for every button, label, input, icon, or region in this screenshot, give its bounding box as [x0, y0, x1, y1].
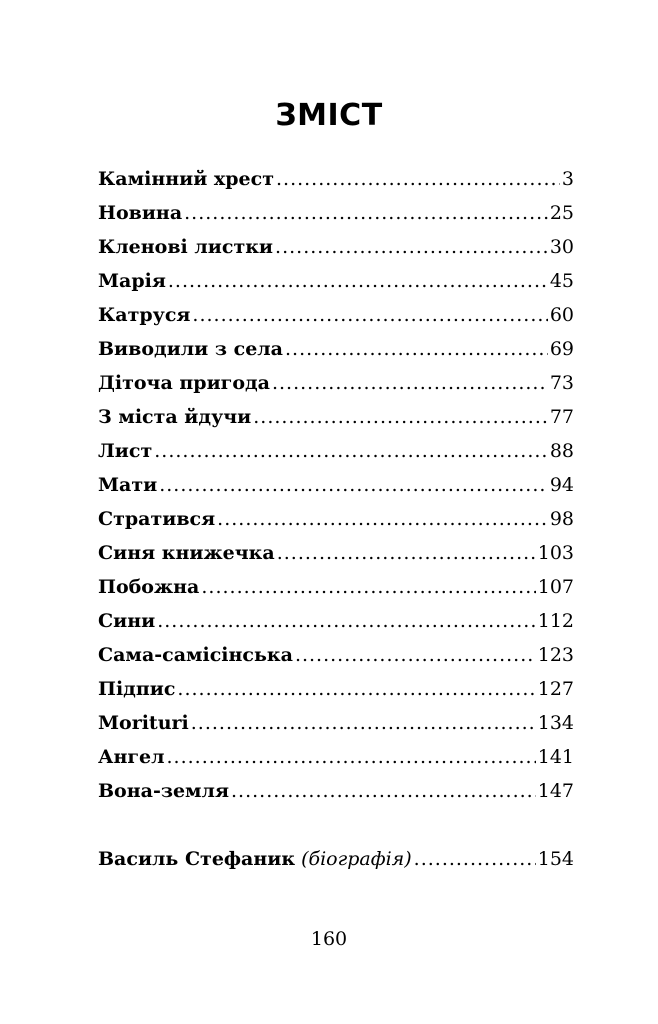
dot-leader [414, 846, 536, 872]
toc-entry-page: 98 [549, 508, 574, 530]
dot-leader [184, 200, 548, 226]
dot-leader [154, 438, 548, 464]
page-title: ЗМІСТ [275, 98, 383, 133]
toc-entry-title: Сама-самісінська [98, 644, 293, 666]
toc-entry-page: 3 [561, 168, 574, 190]
toc-entry-page: 127 [537, 678, 574, 700]
toc-entry-title: Мати [98, 474, 158, 496]
toc-entry [98, 302, 574, 336]
toc-entry-title: Синя книжечка [98, 542, 275, 564]
toc-entry-appendix [98, 846, 574, 880]
toc-entry [98, 574, 574, 608]
toc-entry [98, 506, 574, 540]
toc-entry-page: 88 [549, 440, 574, 462]
dot-leader [157, 608, 536, 634]
page-number: 160 [310, 928, 348, 950]
toc-entry-page: 107 [537, 576, 574, 598]
toc-entry-page: 30 [549, 236, 574, 258]
toc-entry [98, 200, 574, 234]
toc-entry [98, 370, 574, 404]
toc-entry [98, 778, 574, 812]
toc-entry-title: Новина [98, 202, 183, 224]
toc-entry-title: Камінний хрест [98, 168, 274, 190]
toc-entry-page: 77 [549, 406, 574, 428]
toc-entry [98, 608, 574, 642]
toc-entry-title: Кленові листки [98, 236, 274, 258]
dot-leader [191, 710, 536, 736]
dot-leader [253, 404, 548, 430]
toc-entry-page: 103 [537, 542, 574, 564]
dot-leader [277, 540, 536, 566]
toc-entry [98, 404, 574, 438]
toc-entry-page: 94 [549, 474, 574, 496]
toc-entry-note: (біографія) [301, 848, 412, 870]
toc-entry-title: Стратився [98, 508, 216, 530]
dot-leader [168, 268, 548, 294]
toc-entry-page: 69 [549, 338, 574, 360]
toc-entry-page: 60 [549, 304, 574, 326]
toc-entry-page: 141 [537, 746, 574, 768]
dot-leader [201, 574, 535, 600]
dot-leader [272, 370, 548, 396]
toc-entry-page: 45 [549, 270, 574, 292]
toc-entry-title: Сини [98, 610, 156, 632]
toc-entry-page: 134 [537, 712, 574, 734]
toc-entry-title: З міста йдучи [98, 406, 252, 428]
toc-entry-page: 147 [537, 780, 574, 802]
dot-leader [275, 234, 548, 260]
dot-leader [285, 336, 548, 362]
toc-entry-page: 112 [537, 610, 574, 632]
toc-entry-title: Виводили з села [98, 338, 283, 360]
dot-leader [159, 472, 548, 498]
toc-entry [98, 472, 574, 506]
toc-entry [98, 234, 574, 268]
toc-entry-title: Лист [98, 440, 153, 462]
toc-entry-title: Побожна [98, 576, 200, 598]
dot-leader [231, 778, 536, 804]
toc-entry-title: Діточа пригода [98, 372, 270, 394]
toc-entry-title: Катруся [98, 304, 191, 326]
toc-entry-title: Марія [98, 270, 166, 292]
dot-leader [295, 642, 536, 668]
dot-leader [167, 744, 536, 770]
toc-entry [98, 336, 574, 370]
toc-entry [98, 744, 574, 778]
toc-entry [98, 166, 574, 200]
toc-entry-title: Вона-земля [98, 780, 229, 802]
toc-entry-page: 25 [549, 202, 574, 224]
toc-entry [98, 540, 574, 574]
dot-leader [276, 166, 560, 192]
toc-entry-page: 73 [549, 372, 574, 394]
toc-entry-page: 123 [537, 644, 574, 666]
toc-entry [98, 642, 574, 676]
dot-leader [177, 676, 535, 702]
toc-entry-page: 154 [537, 848, 574, 870]
toc-entry [98, 438, 574, 472]
toc-entry-title: Василь Стефаник [98, 848, 296, 870]
toc-entry-title: Moriturі [98, 712, 189, 734]
toc-entry [98, 710, 574, 744]
dot-leader [217, 506, 548, 532]
toc-entry-title: Ангел [98, 746, 165, 768]
toc-entry [98, 268, 574, 302]
toc-entry-title: Підпис [98, 678, 176, 700]
table-of-contents [98, 166, 574, 880]
toc-entry [98, 676, 574, 710]
dot-leader [192, 302, 547, 328]
